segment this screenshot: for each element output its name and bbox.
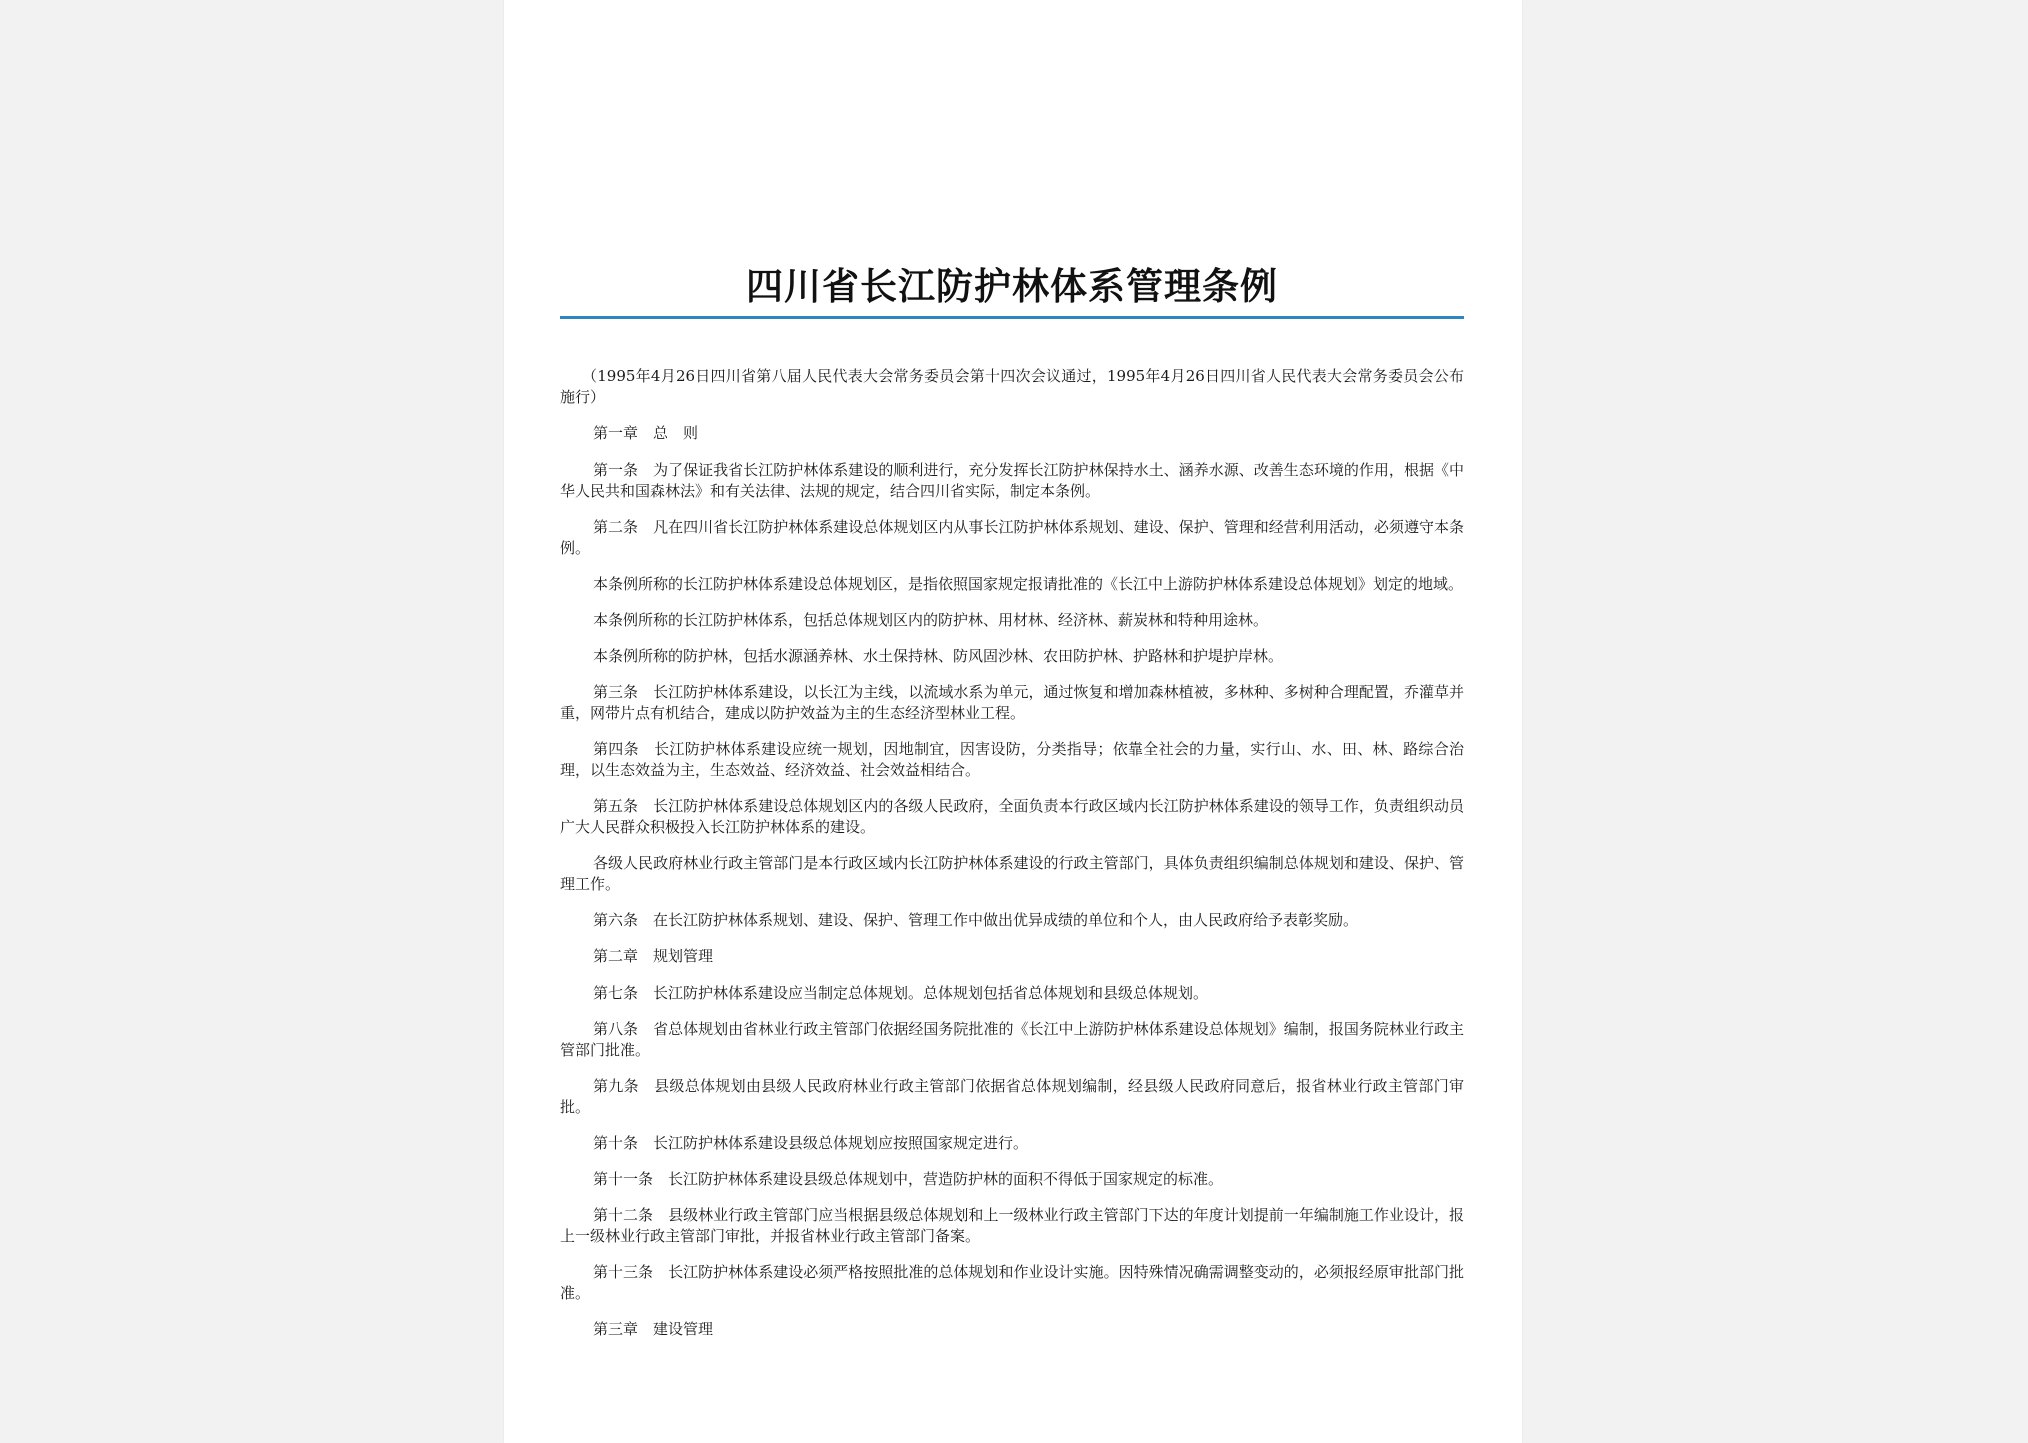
article-paragraph: 第九条 县级总体规划由县级人民政府林业行政主管部门依据省总体规划编制，经县级人民政府同意后，报省林业行政主管部门审批。 <box>560 1077 1464 1116</box>
article-paragraph: 第三条 长江防护林体系建设，以长江为主线，以流域水系为单元，通过恢复和增加森林植被，多林种、多树种合理配置，乔灌草并重，网带片点有机结合，建成以防护效益为主的生态经济型林业工程。 <box>560 683 1464 722</box>
article-paragraph: 第十一条 长江防护林体系建设县级总体规划中，营造防护林的面积不得低于国家规定的标准。 <box>593 1170 1224 1188</box>
article-paragraph: 第五条 长江防护林体系建设总体规划区内的各级人民政府，全面负责本行政区域内长江防护林体系建设的领导工作，负责组织动员广大人民群众积极投入长江防护林体系的建设。 <box>560 797 1464 836</box>
article-paragraph: 各级人民政府林业行政主管部门是本行政区域内长江防护林体系建设的行政主管部门，具体负责组织编制总体规划和建设、保护、管理工作。 <box>560 854 1464 893</box>
article-paragraph: 第六条 在长江防护林体系规划、建设、保护、管理工作中做出优异成绩的单位和个人，由人民政府给予表彰奖励。 <box>593 911 1359 929</box>
article-paragraph: 本条例所称的防护林，包括水源涵养林、水土保持林、防风固沙林、农田防护林、护路林和护堤护岸林。 <box>593 647 1284 665</box>
document-page <box>504 0 1522 1443</box>
article-paragraph: 第一条 为了保证我省长江防护林体系建设的顺利进行，充分发挥长江防护林保持水土、涵养水源、改善生态环境的作用，根据《中华人民共和国森林法》和有关法律、法规的规定，结合四川省实际，制定本条例。 <box>560 461 1464 500</box>
article-paragraph: 第七条 长江防护林体系建设应当制定总体规划。总体规划包括省总体规划和县级总体规划。 <box>593 984 1209 1002</box>
article-paragraph: 第十二条 县级林业行政主管部门应当根据县级总体规划和上一级林业行政主管部门下达的年度计划提前一年编制施工作业设计，报上一级林业行政主管部门审批，并报省林业行政主管部门备案。 <box>560 1206 1464 1245</box>
article-paragraph: 本条例所称的长江防护林体系，包括总体规划区内的防护林、用材林、经济林、薪炭林和特种用途林。 <box>593 611 1269 629</box>
intro-paragraph: （1995年4月26日四川省第八届人民代表大会常务委员会第十四次会议通过，1995年4月26日四川省人民代表大会常务委员会公布施行） <box>560 367 1464 406</box>
chapter-heading: 第一章 总 则 <box>593 424 699 442</box>
chapter-heading: 第三章 建设管理 <box>593 1320 714 1338</box>
article-paragraph: 第二条 凡在四川省长江防护林体系建设总体规划区内从事长江防护林体系规划、建设、保护、管理和经营利用活动，必须遵守本条例。 <box>560 518 1464 557</box>
article-paragraph: 第八条 省总体规划由省林业行政主管部门依据经国务院批准的《长江中上游防护林体系建设总体规划》编制，报国务院林业行政主管部门批准。 <box>560 1020 1464 1059</box>
title-underline <box>560 316 1464 319</box>
article-paragraph: 第十条 长江防护林体系建设县级总体规划应按照国家规定进行。 <box>593 1134 1029 1152</box>
article-paragraph: 第十三条 长江防护林体系建设必须严格按照批准的总体规划和作业设计实施。因特殊情况确需调整变动的，必须报经原审批部门批准。 <box>560 1263 1464 1302</box>
chapter-heading: 第二章 规划管理 <box>593 947 714 965</box>
document-title: 四川省长江防护林体系管理条例 <box>746 264 1278 308</box>
article-paragraph: 第四条 长江防护林体系建设应统一规划，因地制宜，因害设防，分类指导；依靠全社会的力量，实行山、水、田、林、路综合治理，以生态效益为主，生态效益、经济效益、社会效益相结合。 <box>560 740 1464 779</box>
document-body <box>560 366 1464 1356</box>
article-paragraph: 本条例所称的长江防护林体系建设总体规划区，是指依照国家规定报请批准的《长江中上游防护林体系建设总体规划》划定的地域。 <box>593 575 1464 593</box>
